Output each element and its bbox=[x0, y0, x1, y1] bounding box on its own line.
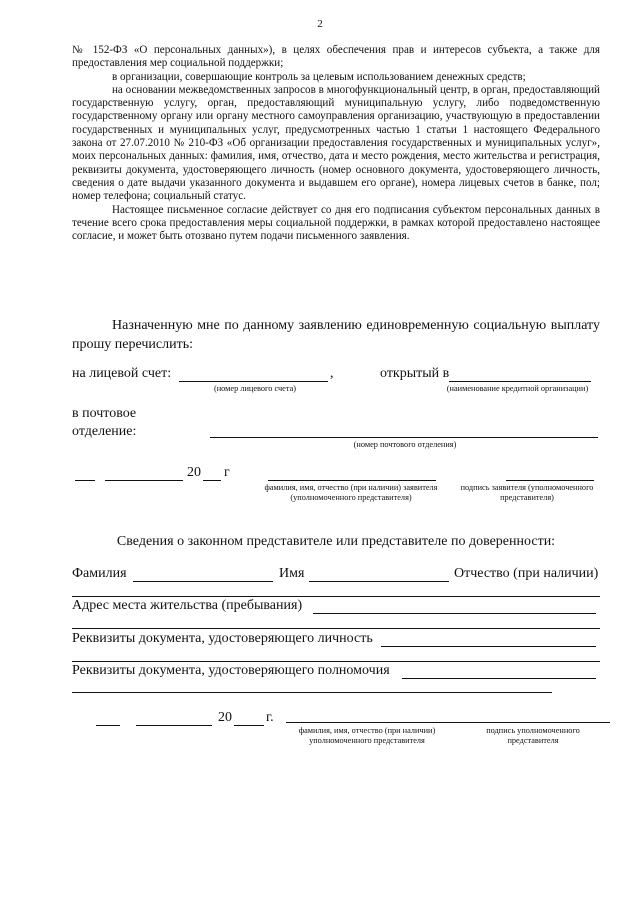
consent-paragraph: на основании межведомственных запросов в многофункциональный центр, в орган, предоставляющий государственную услугу, орган, предоставляющий муниципальную услугу, либо подведомственную государственному органу или органу местного самоуправления организацию, участвующую в предоставлении государственных и муниципальных услуг, предусмотренных частью 1 статьи 1 настоящего Федерального закона от 27.07.2010 № 210-ФЗ «Об организации предоставления государственных и муниципальных услуг», моих персональных данных: фамилия, имя, отчество, дата и место рождения, место жительства и регистрация, реквизиты документа, удостоверяющего личность (номер основного документа, удостоверяющего личность, сведения о дате выдачи указанного документа и выдавшем его органе), номера лицевых счетов в банке, пол; номер телефона; социальный статус. bbox=[72, 83, 600, 203]
bank-name-field[interactable] bbox=[449, 381, 591, 382]
bank-hint: (наименование кредитной организации) bbox=[446, 384, 589, 393]
representative-heading: Сведения о законном представителе или представителе по доверенности: bbox=[116, 534, 556, 549]
rep-signature-line[interactable] bbox=[286, 722, 610, 723]
surname-label: Фамилия bbox=[72, 566, 127, 581]
address-continuation-line[interactable] bbox=[72, 628, 600, 629]
applicant-signature-field[interactable] bbox=[506, 480, 594, 481]
rep-date-day-field[interactable] bbox=[96, 725, 120, 726]
name-label: Имя bbox=[279, 566, 305, 581]
id-document-field[interactable] bbox=[381, 646, 596, 647]
account-hint: (номер лицевого счета) bbox=[213, 384, 297, 393]
name-continuation-line[interactable] bbox=[72, 596, 600, 597]
date-century: 20 bbox=[187, 465, 201, 480]
name-field[interactable] bbox=[309, 581, 449, 582]
authority-document-field[interactable] bbox=[402, 678, 596, 679]
post-office-label-2: отделение: bbox=[72, 424, 137, 439]
address-field[interactable] bbox=[313, 613, 596, 614]
id-document-label: Реквизиты документа, удостоверяющего личность bbox=[72, 631, 373, 646]
date-month-field[interactable] bbox=[105, 480, 183, 481]
rep-date-year-field[interactable] bbox=[234, 725, 264, 726]
account-comma: , bbox=[330, 366, 334, 381]
post-office-field[interactable] bbox=[210, 437, 598, 438]
patronymic-label: Отчество (при наличии) bbox=[454, 566, 599, 581]
address-label: Адрес места жительства (пребывания) bbox=[72, 598, 303, 613]
date-day-field[interactable] bbox=[75, 480, 95, 481]
applicant-signature-hint: подпись заявителя (уполномоченного представителя) bbox=[460, 483, 594, 502]
rep-signature-hint: подпись уполномоченного представителя bbox=[486, 726, 580, 745]
post-office-label: в почтовое bbox=[72, 406, 137, 421]
consent-paragraph: Настоящее письменное согласие действует со дня его подписания субъектом персональных данных в течение всего срока предоставления меры социальной поддержки, в рамках которой предоставлено настоящее согласие, и может быть отозвано путем подачи письменного заявления. bbox=[72, 203, 600, 243]
authority-document-continuation-line[interactable] bbox=[72, 692, 552, 693]
id-document-continuation-line[interactable] bbox=[72, 661, 600, 662]
consent-paragraph: № 152-ФЗ «О персональных данных»), в целях обеспечения прав и интересов субъекта, а также для предоставления мер социальной поддержки; bbox=[72, 44, 600, 70]
consent-text bbox=[72, 44, 600, 243]
rep-date-suffix: г. bbox=[266, 710, 274, 725]
rep-date-month-field[interactable] bbox=[136, 725, 212, 726]
page-number: 2 bbox=[317, 18, 323, 30]
applicant-name-hint: фамилия, имя, отчество (при наличии) заявителя (уполномоченного представителя) bbox=[264, 483, 438, 502]
rep-date-century: 20 bbox=[218, 710, 232, 725]
date-suffix: г bbox=[224, 465, 230, 480]
account-number-field[interactable] bbox=[179, 381, 328, 382]
date-year-field[interactable] bbox=[203, 480, 221, 481]
authority-document-label: Реквизиты документа, удостоверяющего полномочия bbox=[72, 663, 390, 678]
account-label: на лицевой счет: bbox=[72, 366, 172, 381]
consent-paragraph: в организации, совершающие контроль за целевым использованием денежных средств; bbox=[112, 70, 526, 83]
surname-field[interactable] bbox=[133, 581, 273, 582]
applicant-name-field[interactable] bbox=[268, 480, 436, 481]
post-office-hint: (номер почтового отделения) bbox=[353, 440, 457, 449]
rep-name-hint: фамилия, имя, отчество (при наличии) уполномоченного представителя bbox=[298, 726, 436, 745]
payment-intro: Назначенную мне по данному заявлению единовременную социальную выплату прошу перечислить: bbox=[72, 318, 600, 352]
opened-in-label: открытый в bbox=[380, 366, 450, 381]
